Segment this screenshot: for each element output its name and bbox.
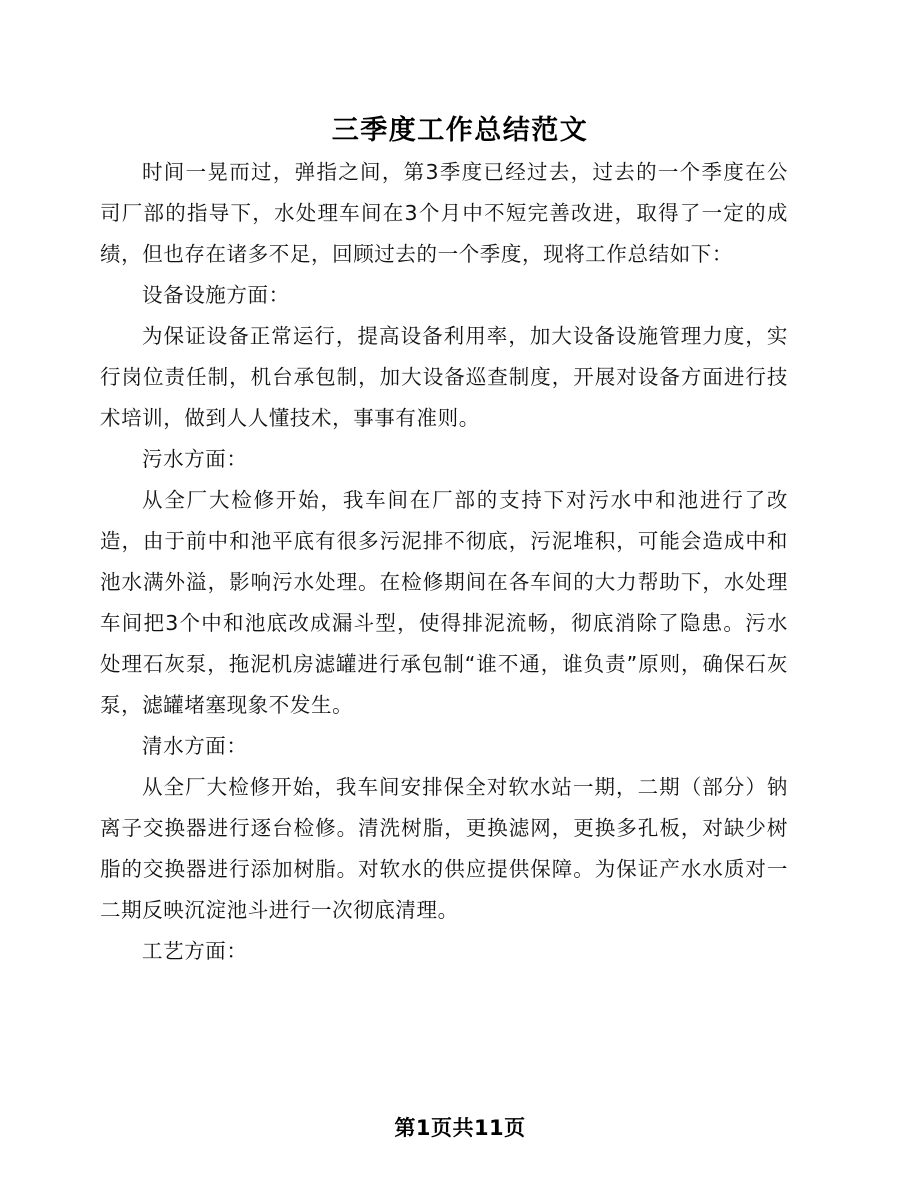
document-body [100,152,788,972]
page-title: 三季度工作总结范文 [331,115,589,147]
paragraph-sewage: 从全厂大检修开始，我车间在厂部的支持下对污水中和池进行了改造，由于前中和池平底有很多污泥排不彻底，污泥堆积，可能会造成中和池水满外溢，影响污水处理。在检修期间在各车间的大力帮助下，水处理车间把3个中和池底改成漏斗型，使得排泥流畅，彻底消除了隐患。污水处理石灰泵，拖泥机房滤罐进行承包制“谁不通，谁负责”原则，确保石灰泵，滤罐堵塞现象不发生。 [100,488,788,717]
section-heading-equipment: 设备设施方面： [142,283,290,307]
paragraph-equipment: 为保证设备正常运行，提高设备利用率，加大设备设施管理力度，实行岗位责任制，机台承包制，加大设备巡查制度，开展对设备方面进行技术培训，做到人人懂技术，事事有准则。 [100,324,788,430]
page-number-footer: 第1页共11页 [394,1116,526,1140]
paragraph-intro: 时间一晃而过，弹指之间，第3季度已经过去，过去的一个季度在公司厂部的指导下，水处理车间在3个月中不短完善改进，取得了一定的成绩，但也存在诸多不足，回顾过去的一个季度，现将工作总结如下： [100,160,788,266]
section-heading-process: 工艺方面： [142,939,248,963]
section-heading-sewage: 污水方面： [142,447,248,471]
section-heading-freshwater: 清水方面： [142,734,248,758]
paragraph-freshwater: 从全厂大检修开始，我车间安排保全对软水站一期，二期（部分）钠离子交换器进行逐台检修。清洗树脂，更换滤网，更换多孔板，对缺少树脂的交换器进行添加树脂。对软水的供应提供保障。为保证产水水质对一二期反映沉淀池斗进行一次彻底清理。 [100,775,788,922]
